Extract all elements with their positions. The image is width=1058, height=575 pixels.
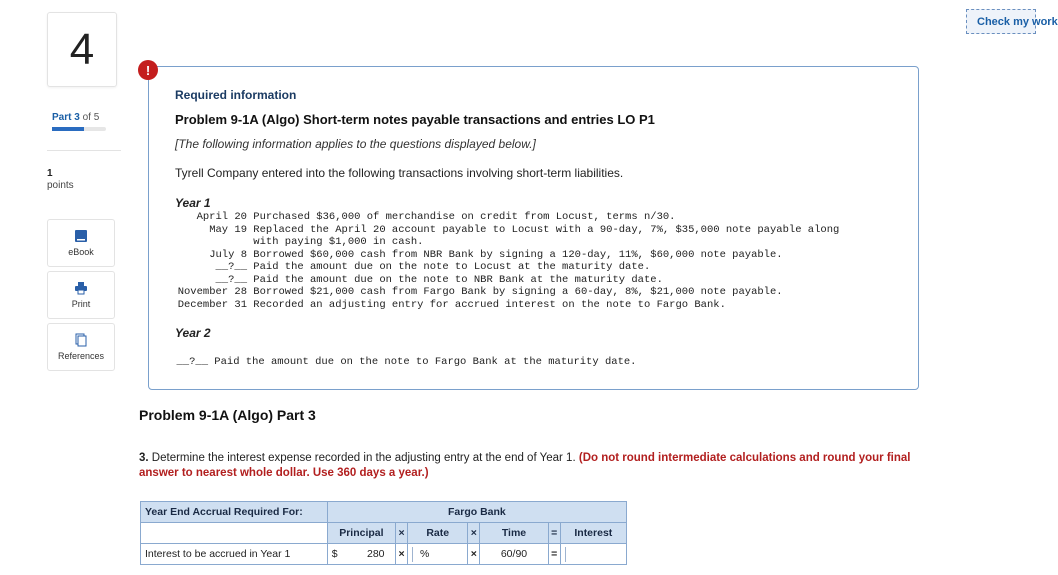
transaction-text: Borrowed $60,000 cash from NBR Bank by signing a 120-day, 11%, $60,000 note payable. [247,248,783,261]
transaction-text: Borrowed $21,000 cash from Fargo Bank by signing a 60-day, 8%, $21,000 note payable. [247,286,783,298]
transaction-date: __?__ [215,261,247,273]
currency-symbol: $ [331,548,338,560]
year1-label: Year 1 [175,196,211,210]
principal-cell [327,544,395,565]
interest-cell [560,544,626,565]
required-info-title: Required information [175,88,297,102]
references-label: References [57,351,105,361]
transaction-text: with paying $1,000 in cash. [247,236,424,248]
rate-input[interactable] [412,547,413,562]
transaction-text: Replaced the April 20 account payable to Locust with a 90-day, 7%, $35,000 note payable along [247,223,840,236]
transaction-date: November 28 [177,286,247,298]
rate-cell [408,544,468,565]
question-number-label: 3. [139,452,149,464]
question-number-box [47,12,117,87]
year2-label: Year 2 [175,326,211,340]
points-label: points [47,180,74,191]
part3-title: Problem 9-1A (Algo) Part 3 [139,407,316,423]
transaction-row [173,261,650,274]
table-group-header: Fargo Bank [327,502,626,523]
problem-title: Problem 9-1A (Algo) Short-term notes payable transactions and entries LO P1 [175,112,655,127]
transaction-row [173,286,783,299]
transaction-text: Paid the amount due on the note to NBR Bank at the maturity date. [247,273,663,286]
interest-accrual-table [140,501,627,565]
table-row [141,544,627,565]
time-input[interactable]: 60/90 [500,548,528,560]
transaction-date: December 31 [177,298,247,311]
printer-icon [74,281,88,295]
transaction-date: __?__ [215,273,247,286]
transaction-date: April 20 [196,211,247,223]
col-interest: Interest [560,523,626,544]
transaction-row [173,249,783,262]
time-cell [480,544,548,565]
part-progress-fill [52,127,84,131]
table-header-left: Year End Accrual Required For: [141,502,328,523]
print-button[interactable] [47,271,115,319]
question-text: Determine the interest expense recorded in the adjusting entry at the end of Year 1. [151,452,576,464]
op-times-1: × [396,523,408,544]
rate-unit: % [420,547,430,560]
principal-input[interactable]: 280 [367,548,385,560]
transaction-text: Paid the amount due on the note to Fargo Bank at the maturity date. [208,356,637,368]
transaction-date: __?__ [176,356,208,368]
op-times-3: × [396,544,408,565]
op-equals-1: = [548,523,560,544]
part-total: of 5 [82,112,100,123]
col-principal: Principal [327,523,395,544]
part-current: Part 3 [52,112,80,123]
transaction-row [173,236,423,249]
check-my-work-button[interactable]: Check my work [966,9,1036,34]
transaction-date: May 19 [209,223,247,236]
description-text: Tyrell Company entered into the following transactions involving short-term liabilities. [175,166,624,180]
question-instruction: (Do not round intermediate calculations and round your final answer to nearest whole dollar. Use 360 days a year.) [139,452,911,479]
transaction-row [173,356,636,369]
op-times-2: × [468,523,480,544]
references-icon [74,333,88,347]
col-rate: Rate [408,523,468,544]
references-button[interactable] [47,323,115,371]
points-value: 1 [47,168,53,179]
transaction-row [173,211,675,224]
alert-icon: ! [138,60,158,80]
row-label: Interest to be accrued in Year 1 [141,544,328,565]
ebook-button[interactable] [47,219,115,267]
transaction-text: Recorded an adjusting entry for accrued interest on the note to Fargo Bank. [247,298,726,311]
table-subheader-blank [141,523,328,544]
part-indicator [52,112,99,123]
transaction-text: Purchased $36,000 of merchandise on credit from Locust, terms n/30. [247,211,676,223]
op-equals-2: = [548,544,560,565]
op-times-4: × [468,544,480,565]
intro-text: [The following information applies to the questions displayed below.] [175,137,536,151]
question-number: 4 [69,24,95,74]
part3-question [139,451,919,481]
transaction-row [173,299,726,312]
transaction-date: July 8 [209,248,247,261]
transaction-row [173,224,839,237]
ebook-label: eBook [68,247,94,257]
part-progress-bar [52,127,106,131]
sidebar-divider [47,150,121,151]
col-time: Time [480,523,548,544]
transaction-text: Paid the amount due on the note to Locust at the maturity date. [247,261,651,273]
interest-input[interactable] [565,547,566,562]
book-icon [74,229,88,243]
transaction-row [173,274,663,287]
print-label: Print [71,299,91,309]
